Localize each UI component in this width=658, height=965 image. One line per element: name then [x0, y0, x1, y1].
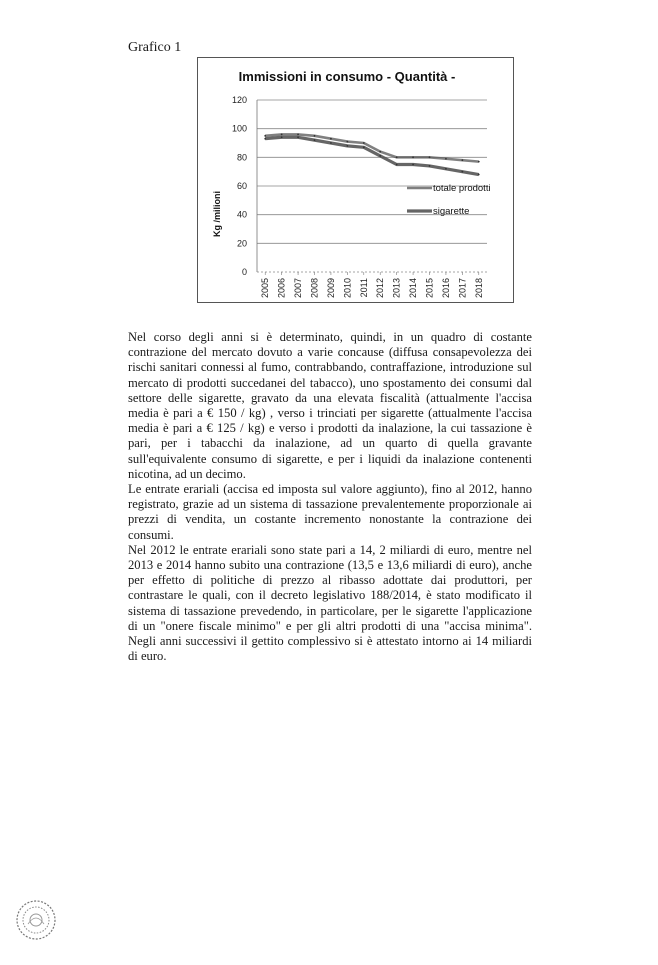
- data-point: [264, 135, 266, 137]
- x-tick-label: 2007: [293, 278, 304, 299]
- data-point: [379, 151, 381, 153]
- y-tick-labels: [232, 95, 247, 277]
- x-tick-label: 2017: [457, 278, 468, 299]
- data-point: [281, 134, 283, 136]
- y-tick-label: 40: [236, 209, 247, 220]
- data-point: [429, 156, 431, 158]
- data-point: [297, 134, 299, 136]
- data-point: [461, 159, 463, 161]
- series-lines: [264, 134, 479, 176]
- data-point: [445, 158, 447, 160]
- data-point: [396, 164, 398, 166]
- x-tick-label: 2014: [408, 278, 419, 299]
- x-tick-label: 2010: [342, 278, 353, 299]
- data-point: [363, 146, 365, 148]
- legend-label: totale prodotti: [433, 183, 491, 194]
- y-tick-label: 0: [241, 267, 247, 277]
- data-point: [346, 141, 348, 143]
- data-point: [346, 145, 348, 147]
- data-point: [396, 156, 398, 158]
- data-point: [314, 135, 316, 137]
- y-tick-label: 120: [231, 95, 247, 105]
- body-text: [128, 330, 532, 664]
- data-point: [429, 165, 431, 167]
- data-point: [314, 139, 316, 141]
- data-point: [330, 138, 332, 140]
- x-tick-label: 2018: [473, 278, 484, 299]
- x-tick-label: 2015: [424, 278, 435, 299]
- data-point: [461, 171, 463, 173]
- y-tick-label: 80: [236, 152, 247, 163]
- stamp-seal-icon: [14, 898, 58, 942]
- x-tick-labels: [260, 278, 484, 298]
- data-point: [281, 136, 283, 138]
- paragraph-2: Le entrate erariali (accisa ed imposta sul valore aggiunto), fino al 2012, hanno registrato, grazie ad un sistema di tassazione prevalentemente proporzionale ai prezzi di vendita, un costante incremento nonostante la contrazione dei consumi.: [128, 482, 532, 542]
- legend: [407, 183, 491, 217]
- legend-label: sigarette: [433, 206, 470, 217]
- data-point: [478, 161, 480, 163]
- y-tick-label: 20: [236, 238, 247, 249]
- data-point: [412, 156, 414, 158]
- paragraph-3: Nel 2012 le entrate erariali sono state pari a 14, 2 miliardi di euro, mentre nel 2013 e 2014 hanno subito una contrazione (13,5 e 13,6 miliardi di euro), anche per effetto di politiche di prezzo al ribasso adottate dai produttori, per contrastare le quali, con il decreto legislativo 188/2014, è stato modificato il sistema di tassazione prevedendo, in particolare, per le sigarette l'applicazione di un "onere fiscale minimo" e per gli altri prodotti di una "accisa minima". Negli anni successivi il gettito complessivo si è attestato intorno ai 14 miliardi di euro.: [128, 542, 532, 664]
- chart-title: Immissioni in consumo - Quantità -: [238, 69, 456, 84]
- data-point: [379, 155, 381, 157]
- data-point: [330, 142, 332, 144]
- x-tick-label: 2016: [440, 278, 451, 299]
- x-tick-label: 2005: [260, 278, 271, 299]
- x-tick-label: 2008: [309, 278, 320, 299]
- x-tick-label: 2009: [325, 278, 336, 299]
- paragraph-1: Nel corso degli anni si è determinato, quindi, in un quadro di costante contrazione del mercato dovuto a varie concause (diffusa consapevolezza dei rischi sanitari connessi al fumo, contrabbando, contraffazione, introduzione sul mercato di prodotti succedanei del tabacco), uno spostamento dei consumi dal settore delle sigarette, gravato da una elevata fiscalità (attualmente l'accisa media è pari a € 150 / kg) , verso i trinciati per sigarette (attualmente l'accisa media è pari a € 125 / kg) e verso i prodotti da inalazione, la cui tassazione è pari, per i tabacchi da inalazione, ad un quarto di quella gravante sull'equivalente consumo di sigarette, e per i liquidi da inalazione contenenti nicotina, ad un decimo.: [128, 330, 532, 481]
- data-point: [412, 164, 414, 166]
- chart-caption: Grafico 1: [128, 40, 182, 55]
- data-point: [478, 174, 480, 176]
- y-tick-label: 60: [236, 181, 247, 191]
- data-point: [363, 142, 365, 144]
- data-point: [297, 136, 299, 138]
- y-axis-label: Kg /milioni: [212, 191, 222, 237]
- x-tick-label: 2011: [358, 278, 369, 298]
- x-tick-label: 2013: [391, 278, 402, 299]
- data-point: [264, 138, 266, 140]
- data-point: [445, 168, 447, 170]
- x-tick-label: 2006: [276, 278, 287, 299]
- line-chart: [197, 57, 514, 303]
- x-tick-label: 2012: [375, 278, 386, 299]
- y-tick-label: 100: [231, 123, 247, 134]
